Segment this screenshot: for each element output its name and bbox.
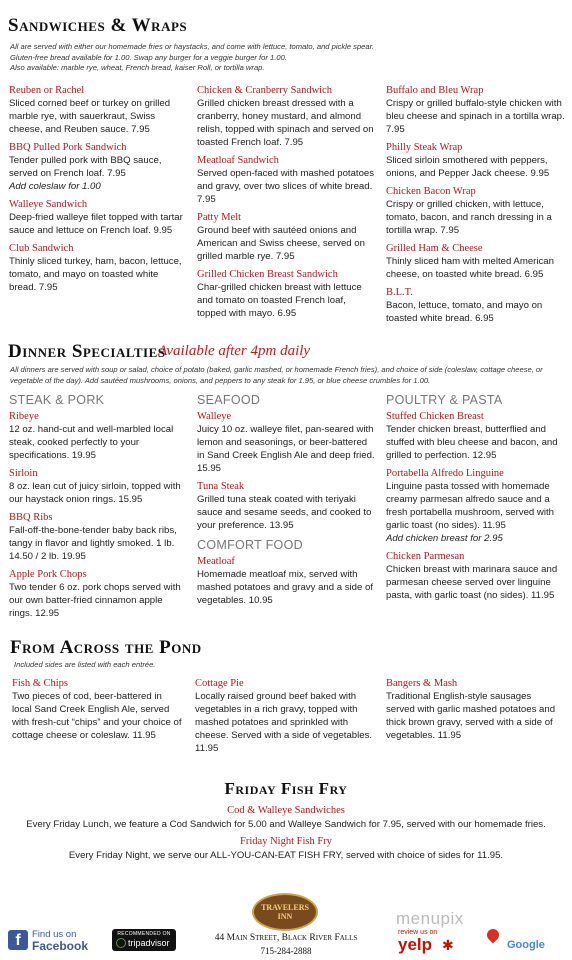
tripadvisor-badge[interactable] <box>112 929 176 951</box>
item-name: Fish & Chips <box>12 678 69 689</box>
item-name: Grilled Ham & Cheese <box>386 243 483 254</box>
category-comfort-food: COMFORT FOOD <box>197 538 303 552</box>
item-description: Chicken breast with marinara sauce and parmesan cheese served over linguine pasta, with garlic toast (no sides). 11.95 <box>386 564 558 601</box>
menu-item <box>197 268 375 320</box>
logo-text-top: TRAVELERS <box>261 903 309 912</box>
pond-column-1 <box>12 677 184 742</box>
item-description: Tender chicken breast, butterflied and stuffed with bleu cheese and bacon, and grilled to perfection. 12.95 <box>386 424 558 461</box>
facebook-badge[interactable] <box>8 928 100 952</box>
menu-item <box>9 84 184 136</box>
item-description: Grilled tuna steak coated with teriyaki sauce and sesame seeds, and cooked to your preference. 13.95 <box>197 494 372 531</box>
item-name: Chicken & Cranberry Sandwich <box>197 85 333 96</box>
item-name: Sirloin <box>9 468 38 479</box>
owl-icon <box>116 938 126 948</box>
google-label[interactable]: Google <box>507 939 545 951</box>
sandwiches-column-1 <box>9 84 184 299</box>
item-name: Grilled Chicken Breast Sandwich <box>197 269 338 280</box>
fish-fry-title: Friday Fish Fry <box>224 779 348 798</box>
sandwiches-note: Gluten-free bread available for 1.00. Swap any burger for a veggie burger for 1.00. <box>10 52 287 62</box>
dinner-title: Dinner Specialties <box>8 341 166 362</box>
item-description: Crispy or grilled buffalo-style chicken with bleu cheese and spinach in a tortilla wrap. 7.95 <box>386 98 565 135</box>
pond-column-2 <box>195 677 373 755</box>
tripadvisor-label-top: RECOMMENDED ON <box>117 931 171 937</box>
yelp-label: yelp <box>398 935 433 954</box>
sandwiches-notes <box>10 42 565 74</box>
item-addon: Add chicken breast for 2.95 <box>386 533 503 544</box>
sandwiches-column-2 <box>197 84 375 325</box>
phone: 715-284-2888 <box>260 946 312 956</box>
item-name: Philly Steak Wrap <box>386 142 463 153</box>
item-description: Homemade meatloaf mix, served with mashed potatoes and gravy and a side of vegetables. 10.95 <box>197 569 374 606</box>
facebook-label-top: Find us on <box>32 929 77 940</box>
yelp-burst-icon: ✱ <box>442 937 454 953</box>
item-description: Linguine pasta tossed with homemade creamy parmesan alfredo sauce and a fresh portabella mushroom, served with garlic toast (no sides). 11.95 <box>386 481 554 531</box>
item-description: Juicy 10 oz. walleye filet, pan-seared with lemon and seasonings, or beer-battered in Sand Creek English Ale and deep fried. 15.95 <box>197 424 375 474</box>
item-description: Char-grilled chicken breast with lettuce and tomato on toasted French loaf, topped with mayo. 6.95 <box>197 282 362 319</box>
item-description: Two tender 6 oz. pork chops served with our own batter-fried cinnamon apple rings. 12.95 <box>9 582 181 619</box>
item-name: B.L.T. <box>386 287 413 298</box>
logo-text-bottom: INN <box>277 912 293 921</box>
item-description: Fall-off-the-bone-tender baby back ribs, tangy in flavor and lightly smoked. 1 lb. 14.50 / 2 lb. 19.95 <box>9 525 177 562</box>
travelers-inn-logo <box>252 893 318 931</box>
pond-title: From Across the Pond <box>10 637 202 658</box>
item-name: Walleye <box>197 411 232 422</box>
item-name: Ribeye <box>9 411 39 422</box>
menu-item <box>9 511 187 563</box>
item-description: Sliced sirloin smothered with peppers, onions, and Pepper Jack cheese. 9.95 <box>386 155 550 179</box>
item-name: Portabella Alfredo Linguine <box>386 468 504 479</box>
item-name: Chicken Bacon Wrap <box>386 186 476 197</box>
item-description: Deep-fried walleye filet topped with tartar sauce and lettuce on French loaf. 9.95 <box>9 212 183 236</box>
dinner-availability: Available after 4pm daily <box>158 343 311 359</box>
item-description: Served open-faced with mashed potatoes and gravy, over two slices of white bread. 7.95 <box>197 168 375 205</box>
menu-item <box>9 568 187 620</box>
menu-item <box>197 154 375 206</box>
item-name: Patty Melt <box>197 212 242 223</box>
menu-item <box>386 185 566 237</box>
menu-item <box>9 242 184 294</box>
menu-item <box>9 198 184 237</box>
dinner-column-seafood <box>197 393 375 612</box>
map-pin-icon <box>485 927 502 944</box>
item-description: Two pieces of cod, beer-battered in local Sand Creek English Ale, served with fresh-cut “chips” and your choice of cottage cheese or coleslaw. 11.95 <box>12 691 182 741</box>
item-name: Apple Pork Chops <box>9 569 87 580</box>
category-poultry-pasta: POULTRY & PASTA <box>386 393 503 407</box>
item-description: Bacon, lettuce, tomato, and mayo on toasted white bread. 6.95 <box>386 300 543 324</box>
item-name: Meatloaf Sandwich <box>197 155 279 166</box>
fish-fry-lunch-title: Cod & Walleye Sandwiches <box>227 805 345 816</box>
address: 44 Main Street, Black River Falls <box>214 933 358 943</box>
menu-item <box>386 84 566 136</box>
menu-item <box>197 211 375 263</box>
item-description: Locally raised ground beef baked with vegetables in a rich gravy, topped with mashed potatoes and sprinkled with cheese. Served with a side of vegetables. 11.95 <box>195 691 373 754</box>
item-name: Stuffed Chicken Breast <box>386 411 484 422</box>
item-name: Meatloaf <box>197 556 235 567</box>
menu-item <box>197 555 375 607</box>
menu-item <box>386 141 566 180</box>
item-name: Buffalo and Bleu Wrap <box>386 85 484 96</box>
yelp-badge[interactable] <box>398 929 468 955</box>
item-name: BBQ Ribs <box>9 512 53 523</box>
menu-item <box>386 467 566 545</box>
sandwiches-note: All are served with either our homemade fries or haystacks, and come with lettuce, tomato, and pickle spear. <box>10 42 374 51</box>
yelp-label-top: review us on <box>398 929 438 936</box>
menu-item <box>197 84 375 149</box>
sandwiches-column-3 <box>386 84 566 330</box>
menu-item <box>9 467 187 506</box>
item-description: Crispy or grilled chicken, with lettuce, tomato, bacon, and ranch dressing in a tortilla wrap. 7.95 <box>386 199 552 236</box>
item-description: Sliced corned beef or turkey on grilled marble rye, with sauerkraut, Swiss cheese, and Reuben sauce. 7.95 <box>9 98 171 135</box>
item-name: Tuna Steak <box>197 481 245 492</box>
item-name: Bangers & Mash <box>386 678 458 689</box>
item-description: 12 oz. hand-cut and well-marbled local steak, cooked perfectly to your specifications. 19.95 <box>9 424 174 461</box>
menu-item <box>197 480 375 532</box>
menu-item <box>386 286 566 325</box>
item-name: Club Sandwich <box>9 243 74 254</box>
menu-item <box>386 410 566 462</box>
category-steak-pork: STEAK & PORK <box>9 393 105 407</box>
menupix-watermark: menupix <box>396 909 464 928</box>
menu-item <box>386 242 566 281</box>
item-name: Reuben or Rachel <box>9 85 85 96</box>
tripadvisor-label: tripadvisor <box>128 938 170 948</box>
facebook-label: Facebook <box>32 939 89 953</box>
dinner-column-steak <box>9 393 187 625</box>
item-name: BBQ Pulled Pork Sandwich <box>9 142 127 153</box>
menu-item <box>197 410 375 475</box>
item-description: Tender pulled pork with BBQ sauce, served on French loaf. 7.95 <box>9 155 162 179</box>
menu-item <box>9 141 184 193</box>
facebook-icon: f <box>8 930 28 950</box>
sandwiches-note: Also available: marble rye, wheat, French bread, kaiser Roll, or tortilla wrap. <box>10 63 265 72</box>
fish-fry-lunch-text: Every Friday Lunch, we feature a Cod Sandwich for 5.00 and Walleye Sandwich for 7.95, served with our homemade fries. <box>26 819 546 830</box>
item-description: Thinly sliced ham with melted American cheese, on toasted white bread. 6.95 <box>386 256 554 280</box>
fish-fry-night-title: Friday Night Fish Fry <box>240 836 332 847</box>
menu-item <box>9 410 187 462</box>
item-addon: Add coleslaw for 1.00 <box>9 181 101 192</box>
item-description: Traditional English-style sausages served with garlic mashed potatoes and thick brown gravy, served with a side of vegetables. 11.95 <box>386 691 556 741</box>
sandwiches-title: Sandwiches & Wraps <box>8 15 188 36</box>
category-seafood: SEAFOOD <box>197 393 261 407</box>
item-description: 8 oz. lean cut of juicy sirloin, topped with our haystack onion rings. 15.95 <box>9 481 181 505</box>
item-description: Grilled chicken breast dressed with a cranberry, honey mustard, and almond relish, topped with spinach and served on toasted French loaf. 7.95 <box>197 98 374 148</box>
menu-item <box>386 550 566 602</box>
dinner-column-poultry <box>386 393 566 607</box>
dinner-note: All dinners are served with soup or salad, choice of potato (baked, garlic mashed, or homemade French fries), and choice of side (coleslaw, cottage cheese, or vegetable of the day). Add sautéed mushrooms, onions, and peppers to any steak for 1.95, or blue cheese crumbles for 1.00. <box>10 365 543 385</box>
pond-note: Included sides are listed with each entrée. <box>14 660 156 669</box>
item-name: Walleye Sandwich <box>9 199 88 210</box>
item-name: Cottage Pie <box>195 678 244 689</box>
item-description: Thinly sliced turkey, ham, bacon, lettuce, tomato, and mayo on toasted white bread. 7.95 <box>9 256 182 293</box>
item-name: Chicken Parmesan <box>386 551 465 562</box>
fish-fry-night-text: Every Friday Night, we serve our ALL-YOU-CAN-EAT FISH FRY, served with choice of sides for 11.95. <box>68 850 504 861</box>
item-description: Ground beef with sautéed onions and American and Swiss cheese, served on grilled marble rye. 7.95 <box>197 225 365 262</box>
pond-column-3 <box>386 677 558 742</box>
